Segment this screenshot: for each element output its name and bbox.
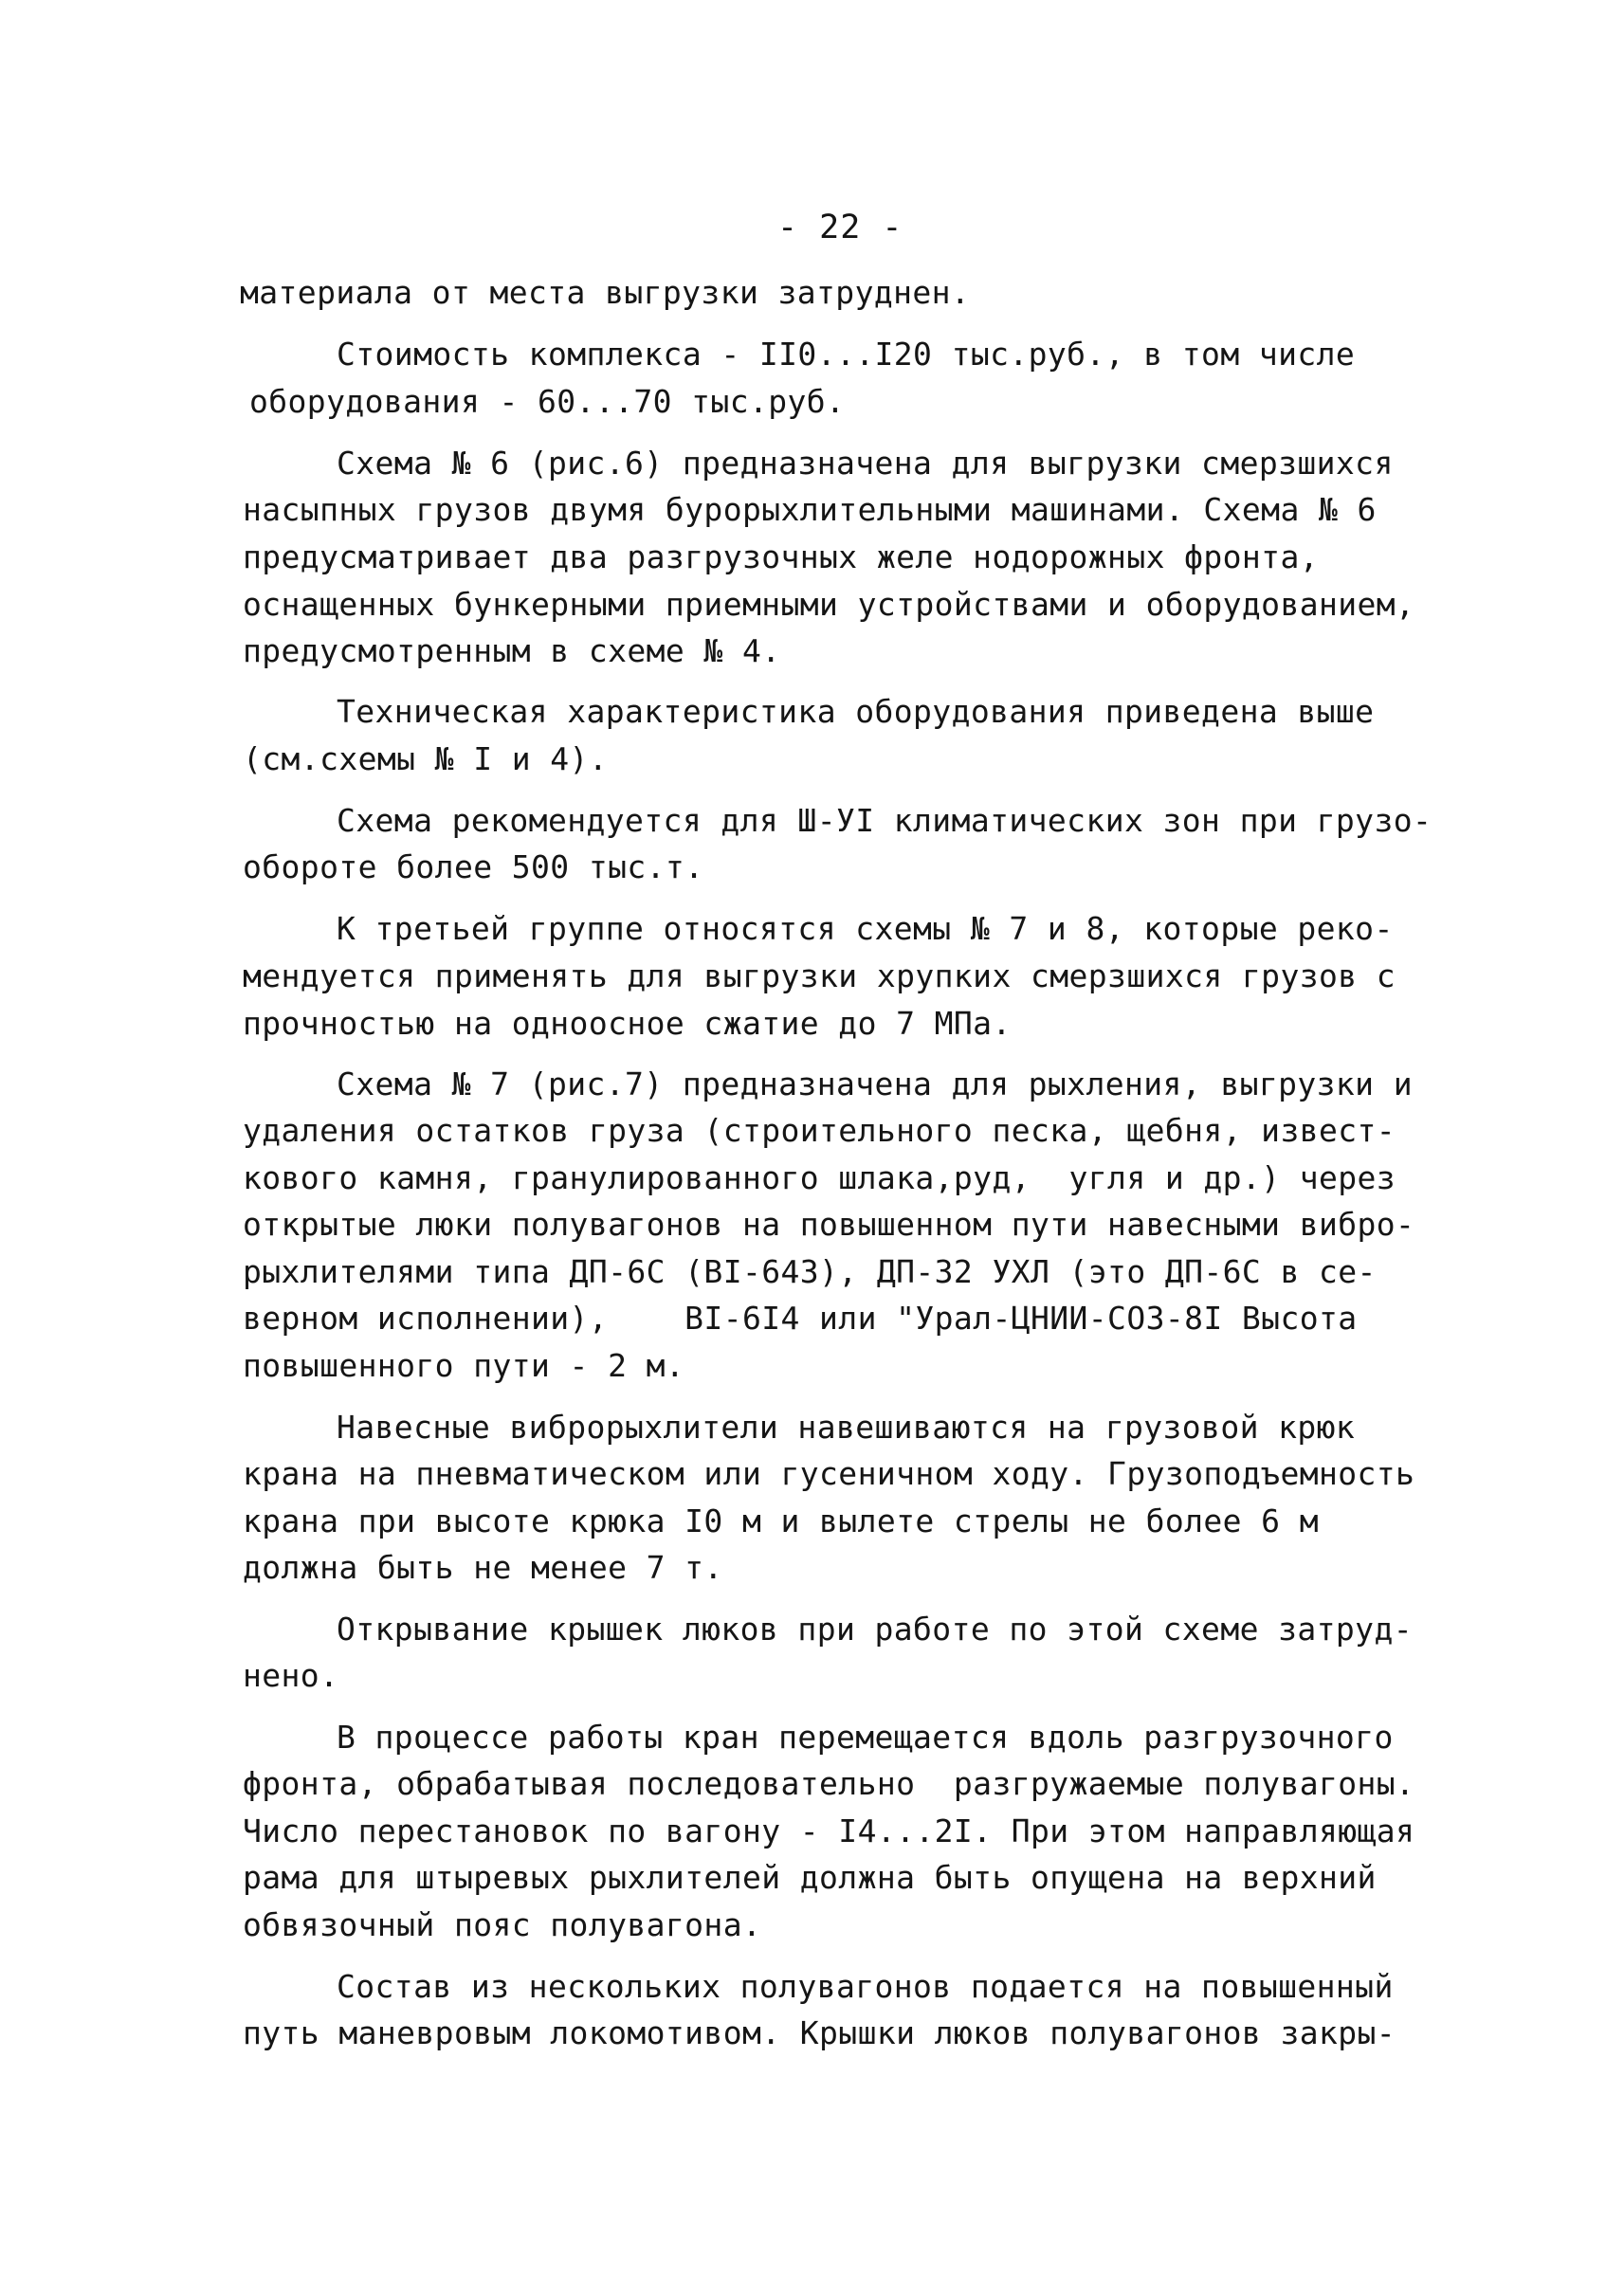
text-line: кового камня, гранулированного шлака,руд, угля и др.) через — [243, 1159, 1396, 1196]
text-line: Навесные виброрыхлители навешиваются на грузовой крюк — [337, 1409, 1356, 1446]
text-line: крана на пневматическом или гусеничном ходу. Грузоподъемность — [243, 1455, 1415, 1492]
text-line: открытые люки полувагонов на повышенном пути навесными вибро- — [243, 1206, 1415, 1243]
text-line: Схема № 6 (рис.6) предназначена для выгрузки смерзшихся — [337, 445, 1394, 482]
text-line: нено. — [243, 1657, 339, 1694]
text-line: предусматривает два разгрузочных желе нодорожных фронта, — [243, 538, 1319, 575]
text-line: должна быть не менее 7 т. — [243, 1549, 723, 1586]
text-line: рыхлителями типа ДП-6С (ВI-643), ДП-32 УХЛ (это ДП-6С в се- — [243, 1253, 1377, 1290]
text-line: крана при высоте крюка I0 м и вылете стрелы не более 6 м — [243, 1503, 1319, 1539]
text-line: прочностью на одноосное сжатие до 7 МПа. — [243, 1005, 1012, 1042]
text-line: Открывание крышек люков при работе по этой схеме затруд- — [337, 1611, 1413, 1648]
page-number: - 22 - — [777, 209, 903, 246]
text-line: Стоимость комплекса - II0...I20 тыс.руб., в том числе — [337, 336, 1356, 373]
text-line: Состав из нескольких полувагонов подается на повышенный — [337, 1968, 1394, 2005]
text-line: фронта, обрабатывая последовательно разгружаемые полувагоны. — [243, 1765, 1415, 1802]
text-line: рама для штыревых рыхлителей должна быть опущена на верхний — [243, 1859, 1377, 1896]
text-line: оснащенных бункерными приемными устройствами и оборудованием, — [243, 586, 1415, 623]
text-line: К третьей группе относятся схемы № 7 и 8, которые реко- — [337, 910, 1394, 947]
text-line: предусмотренным в схеме № 4. — [243, 632, 781, 669]
text-line: материала от места выгрузки затруднен. — [240, 274, 971, 311]
text-line: Техническая характеристика оборудования приведена выше — [337, 693, 1375, 730]
text-line: Схема № 7 (рис.7) предназначена для рыхления, выгрузки и — [337, 1066, 1413, 1102]
text-line: Число перестановок по вагону - I4...2I. При этом направляющая — [243, 1812, 1415, 1849]
text-line: оборудования - 60...70 тыс.руб. — [249, 383, 846, 420]
text-line: В процессе работы кран перемещается вдоль разгрузочного — [337, 1719, 1394, 1756]
text-line: удаления остатков груза (строительного песка, щебня, извест- — [243, 1112, 1396, 1149]
text-line: обвязочный пояс полувагона. — [243, 1906, 762, 1943]
text-line: Схема рекомендуется для Ш-УI климатических зон при грузо- — [337, 802, 1432, 839]
text-line: насыпных грузов двумя бурорыхлительными машинами. Схема № 6 — [243, 491, 1377, 528]
text-line: обороте более 500 тыс.т. — [243, 848, 704, 885]
text-line: повышенного пути - 2 м. — [243, 1347, 685, 1384]
text-line: верном исполнении), ВI-6I4 или "Урал-ЦНИИ-СОЗ-8I Высота — [243, 1300, 1358, 1337]
text-line: (см.схемы № I и 4). — [243, 740, 609, 777]
text-line: путь маневровым локомотивом. Крышки люков полувагонов закры- — [243, 2014, 1396, 2051]
text-line: мендуется применять для выгрузки хрупких смерзшихся грузов с — [243, 957, 1396, 994]
